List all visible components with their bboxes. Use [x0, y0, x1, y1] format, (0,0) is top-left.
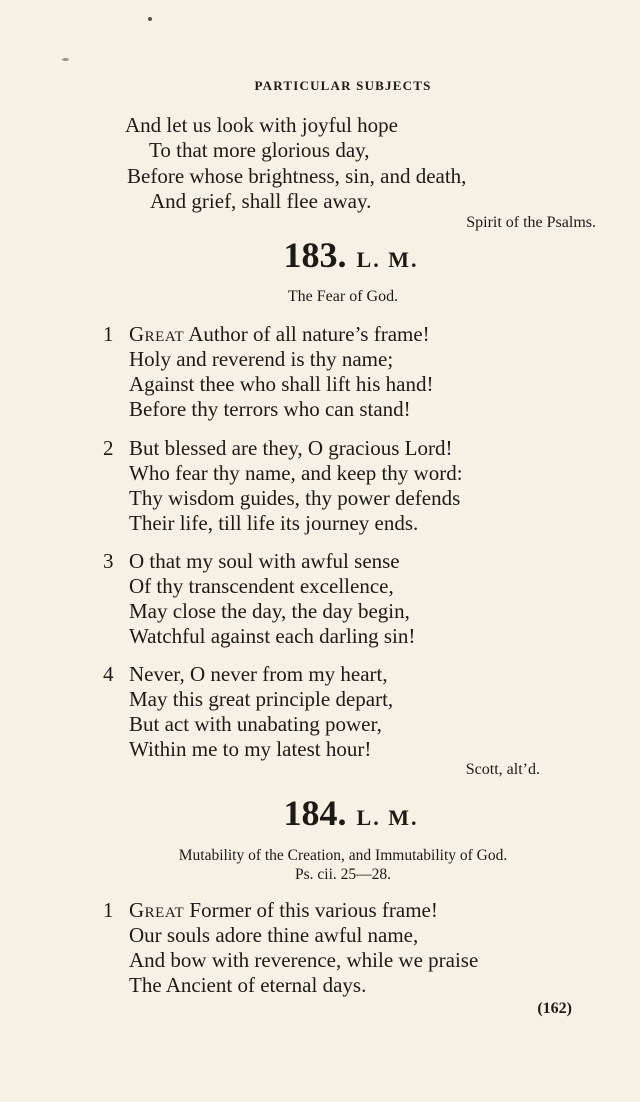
- verse-number: 3: [103, 549, 114, 573]
- prev-stanza-line: Before whose brightness, sin, and death,: [127, 164, 467, 188]
- hymn-title: The Fear of God.: [287, 288, 399, 305]
- verse-line: O that my soul with awful sense: [129, 549, 400, 573]
- verse-line: Their life, till life its journey ends.: [129, 511, 419, 535]
- hymn-184-heading: [0, 792, 640, 834]
- verse-number: 1: [103, 898, 114, 922]
- verse-line: Of thy transcendent excellence,: [129, 574, 394, 598]
- first-line-rest: Former of this various frame!: [184, 898, 438, 922]
- verse-number: 2: [103, 436, 114, 460]
- hymn-number: 184.: [283, 793, 347, 833]
- scripture-reference: Ps. cii. 25—28.: [294, 866, 392, 883]
- first-line-rest: Author of all nature’s frame!: [184, 322, 430, 346]
- verse-line: Within me to my latest hour!: [129, 737, 372, 761]
- verse-line: Holy and reverend is thy name;: [129, 347, 394, 371]
- verse-line: Never, O never from my heart,: [129, 662, 388, 686]
- hymn-meter: L. M.: [356, 247, 419, 272]
- first-word: Great: [129, 322, 185, 346]
- running-head: PARTICULAR SUBJECTS: [254, 78, 432, 93]
- page-number: (162): [537, 1000, 572, 1017]
- verse-line: The Ancient of eternal days.: [129, 973, 367, 997]
- prev-stanza-line: And grief, shall flee away.: [150, 189, 372, 213]
- verse-line: But act with unabating power,: [129, 712, 382, 736]
- prev-stanza-line: To that more glorious day,: [149, 138, 370, 162]
- hymn-attribution: Scott, alt’d.: [465, 761, 540, 778]
- hymn-meter: L. M.: [356, 805, 419, 830]
- verse-line: May this great principle depart,: [129, 687, 394, 711]
- first-word: Great: [129, 898, 185, 922]
- prev-stanza-line: And let us look with joyful hope: [125, 113, 398, 137]
- verse-line: Against thee who shall lift his hand!: [129, 372, 434, 396]
- verse-line: And bow with reverence, while we praise: [129, 948, 479, 972]
- page-speck: [62, 58, 69, 61]
- verse-line: [129, 898, 438, 923]
- hymn-title: Mutability of the Creation, and Immutability of God.: [178, 847, 508, 864]
- verse-line: Before thy terrors who can stand!: [129, 397, 411, 421]
- verse-number: 4: [103, 662, 114, 686]
- verse-line: [129, 322, 430, 347]
- verse-line: Watchful against each darling sin!: [129, 624, 416, 648]
- verse-line: But blessed are they, O gracious Lord!: [129, 436, 453, 460]
- verse-line: Our souls adore thine awful name,: [129, 923, 419, 947]
- verse-line: Thy wisdom guides, thy power defends: [129, 486, 461, 510]
- verse-line: May close the day, the day begin,: [129, 599, 410, 623]
- hymn-183-heading: [0, 234, 640, 276]
- hymn-number: 183.: [283, 235, 347, 275]
- verse-line: Who fear thy name, and keep thy word:: [129, 461, 463, 485]
- verse-number: 1: [103, 322, 114, 346]
- page-speck: [148, 17, 152, 21]
- prev-attribution: Spirit of the Psalms.: [466, 214, 596, 231]
